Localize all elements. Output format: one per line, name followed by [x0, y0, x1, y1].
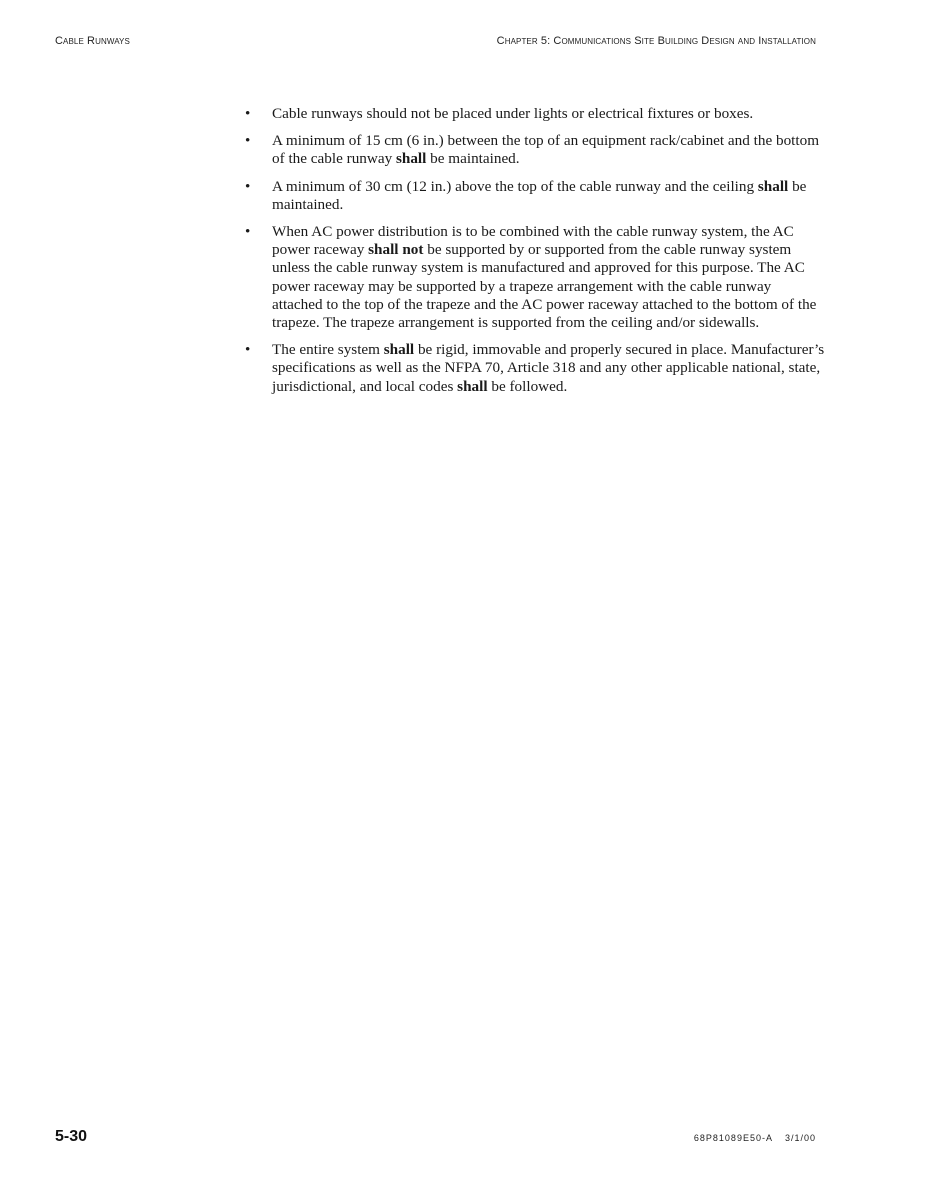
bullet-marker: • [245, 341, 251, 359]
emphasis-text: shall not [368, 241, 424, 259]
bullet-marker: • [245, 132, 251, 150]
bullet-marker: • [245, 177, 251, 195]
body-text: be maintained. [426, 150, 520, 168]
body-text: The entire system [272, 341, 384, 359]
emphasis-text: shall [383, 341, 415, 359]
bullet-text [272, 341, 824, 394]
emphasis-text: shall [757, 177, 789, 195]
body-text: be maintained. [272, 177, 807, 213]
emphasis-text: shall [395, 150, 427, 168]
bullet-marker: • [245, 105, 251, 122]
bullet-item [245, 132, 825, 168]
bullet-item [245, 341, 825, 396]
bullet-marker: • [245, 223, 251, 241]
page-number: 5-30 [55, 1128, 88, 1145]
running-header-chapter: Chapter 5: Communications Site Building Design and Installation [496, 35, 816, 47]
body-text: Cable runways should not be placed under lights or electrical fixtures or boxes. [272, 105, 754, 122]
bullet-item [245, 105, 825, 123]
emphasis-text: shall [457, 377, 488, 395]
body-text: A minimum of 15 cm (6 in.) between the top of an equipment rack/cabinet and the bottom of the cable runway [272, 132, 820, 168]
bullet-text [272, 178, 806, 213]
document-date: 3/1/00 [784, 1133, 816, 1143]
body-text: be supported by or supported from the cable runway system unless the cable runway system is manufactured and approved for this purpose. The AC power raceway may be supported by a trapeze arrangement with the cable runway attached to the top of the trapeze and the AC power raceway attached to the bottom of the trapeze. The trapeze arrangement is supported from the ceiling and/or sidewalls. [272, 241, 817, 332]
document-number: 68P81089E50-A [693, 1133, 773, 1143]
requirements-bullet-list [245, 105, 825, 405]
bullet-item [245, 178, 825, 214]
bullet-text [272, 132, 819, 167]
bullet-text [272, 223, 816, 331]
document-id [694, 1133, 816, 1143]
bullet-text [272, 105, 753, 122]
running-header-section: Cable Runways [55, 35, 130, 47]
body-text: be followed. [487, 377, 568, 395]
body-text: be rigid, immovable and properly secured in place. Manufacturer’s specifications as well as the NFPA 70, Article 318 and any other applicable national, state, jurisdictional, and local codes [272, 341, 825, 395]
body-text: A minimum of 30 cm (12 in.) above the top of the cable runway and the ceiling [272, 177, 758, 195]
bullet-item [245, 223, 825, 332]
body-text: When AC power distribution is to be combined with the cable runway system, the AC power raceway [272, 223, 794, 259]
